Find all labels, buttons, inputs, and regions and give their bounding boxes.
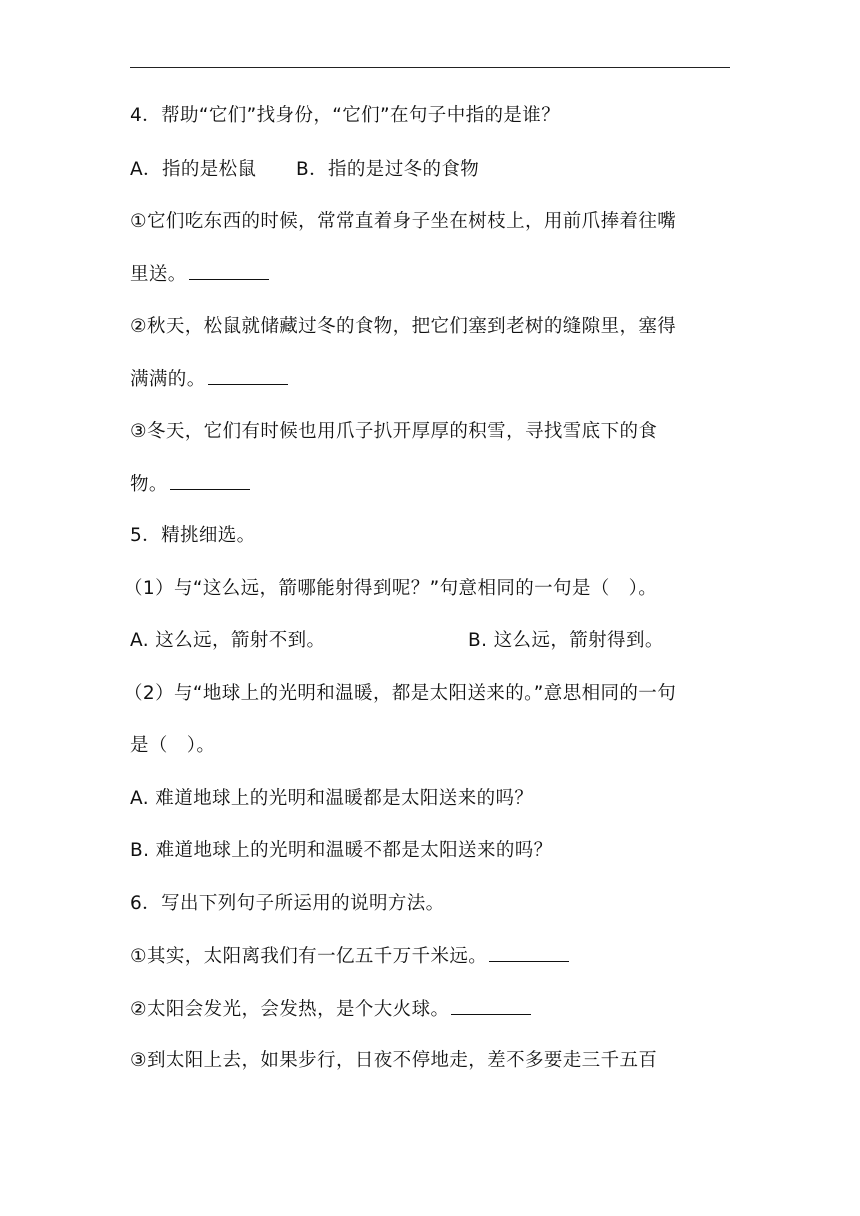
q4-title: 4．帮助“它们”找身份，“它们”在句子中指的是谁？ bbox=[130, 105, 561, 126]
header-rule bbox=[130, 67, 730, 68]
q4-sentence-2-line-2 bbox=[130, 366, 288, 393]
answer-blank[interactable] bbox=[170, 471, 250, 490]
q5-part-2-line-1: （2）与“地球上的光明和温暖，都是太阳送来的。”意思相同的一句 bbox=[124, 683, 677, 704]
q6-sentence-2-text: ②太阳会发光，会发热，是个大火球。 bbox=[130, 999, 450, 1020]
q5-part-2-option-a: A. 难道地球上的光明和温暖都是太阳送来的吗？ bbox=[130, 788, 534, 809]
q5-part-1-option-a: A. 这么远，箭射不到。 bbox=[130, 630, 326, 651]
q6-sentence-1-text: ①其实，太阳离我们有一亿五千万千米远。 bbox=[130, 946, 488, 967]
q5-part-1-options bbox=[130, 628, 730, 654]
q4-option-a: A．指的是松鼠 bbox=[130, 159, 257, 180]
q4-sentence-2-text: 满满的。 bbox=[130, 369, 206, 390]
q4-option-b: B．指的是过冬的食物 bbox=[296, 159, 480, 180]
q4-sentence-1-line-2 bbox=[130, 261, 269, 288]
q5-part-1-option-b: B. 这么远，箭射得到。 bbox=[468, 630, 664, 651]
q5-title: 5．精挑细选。 bbox=[130, 525, 256, 546]
q6-title: 6．写出下列句子所运用的说明方法。 bbox=[130, 893, 445, 914]
answer-blank[interactable] bbox=[208, 366, 288, 385]
q4-sentence-2-line-1: ②秋天，松鼠就储藏过冬的食物，把它们塞到老树的缝隙里，塞得 bbox=[130, 316, 677, 337]
q4-options bbox=[130, 157, 730, 183]
q5-part-1: （1）与“这么远，箭哪能射得到呢？”句意相同的一句是（ ）。 bbox=[124, 578, 658, 599]
q4-sentence-3-text: 物。 bbox=[130, 474, 168, 495]
q5-part-2-option-b: B. 难道地球上的光明和温暖不都是太阳送来的吗？ bbox=[130, 840, 553, 861]
answer-blank[interactable] bbox=[489, 943, 569, 962]
q4-sentence-3-line-2 bbox=[130, 471, 250, 498]
q4-sentence-1-line-1: ①它们吃东西的时候，常常直着身子坐在树枝上，用前爪捧着往嘴 bbox=[130, 211, 677, 232]
answer-blank[interactable] bbox=[451, 996, 531, 1015]
q6-sentence-1 bbox=[130, 943, 569, 970]
q4-sentence-3-line-1: ③冬天，它们有时候也用爪子扒开厚厚的积雪，寻找雪底下的食 bbox=[130, 421, 658, 442]
q6-sentence-2 bbox=[130, 996, 531, 1023]
q6-sentence-3: ③到太阳上去，如果步行，日夜不停地走，差不多要走三千五百 bbox=[130, 1050, 658, 1071]
q5-part-2-line-2: 是（ ）。 bbox=[130, 735, 216, 756]
q4-sentence-1-text: 里送。 bbox=[130, 264, 187, 285]
answer-blank[interactable] bbox=[189, 261, 269, 280]
